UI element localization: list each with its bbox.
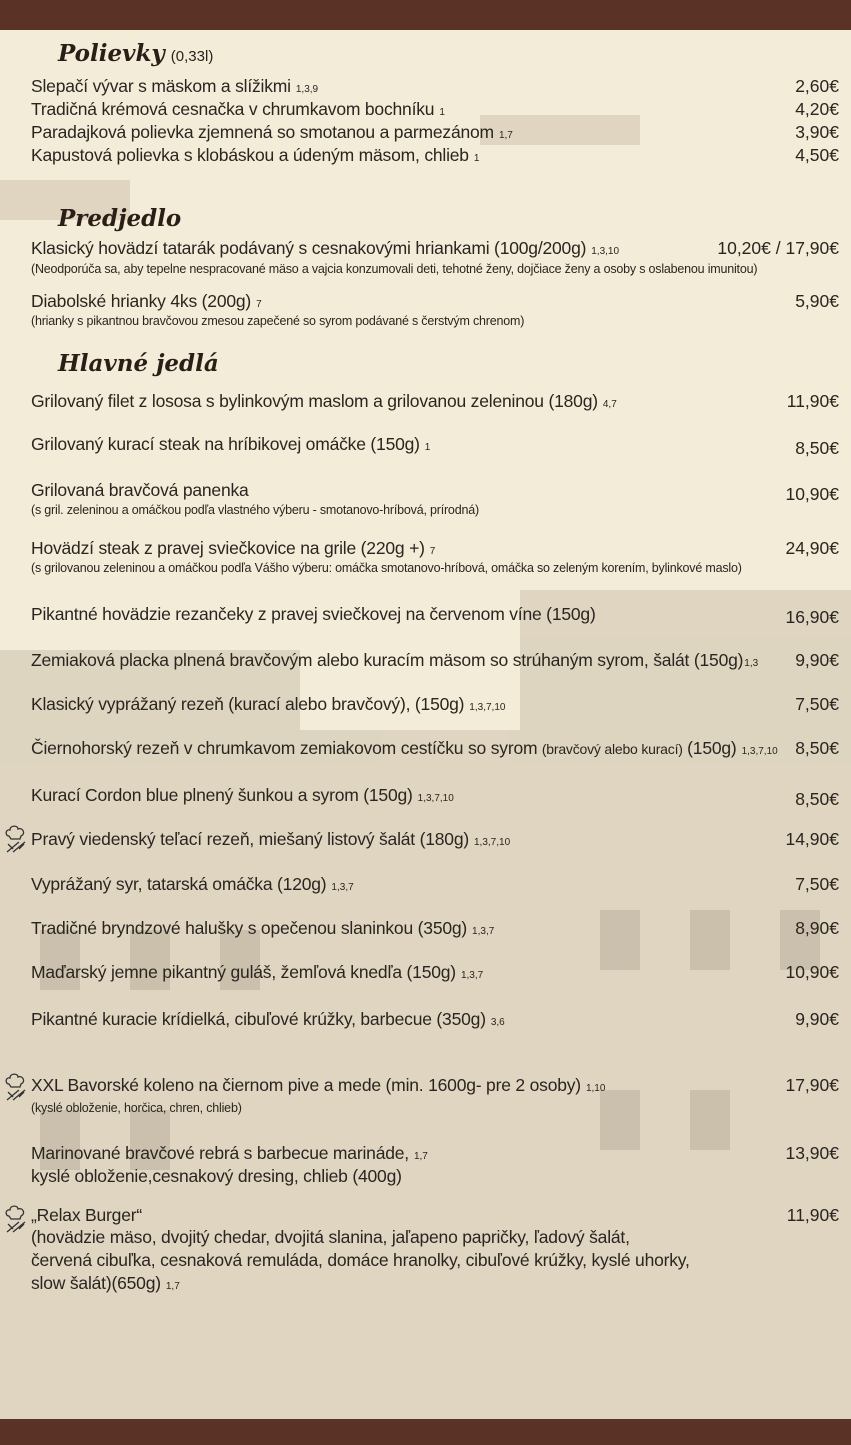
menu-item: [31, 99, 839, 120]
item-price: 8,50€: [795, 438, 839, 458]
item-description-text: slow šalát)(650g): [31, 1273, 161, 1293]
item-price: 8,50€: [795, 738, 839, 758]
menu-item: [31, 391, 839, 412]
item-price: 9,90€: [795, 650, 839, 670]
menu-item: [31, 291, 839, 312]
item-price: 10,90€: [785, 962, 839, 982]
item-allergens: 1,3,7,10: [469, 702, 506, 713]
item-price: 11,90€: [786, 391, 839, 411]
item-name: Paradajková polievka zjemnená so smotanou a parmezánom: [31, 122, 494, 142]
item-price: 10,90€: [785, 484, 839, 504]
menu-item: [31, 434, 839, 458]
menu-item: [31, 145, 839, 166]
item-price: 16,90€: [785, 607, 839, 627]
item-name: Grilovaný kurací steak na hríbikovej omáčke (150g): [31, 434, 420, 454]
item-name: Pikantné kuracie krídielká, cibuľové krúžky, barbecue (350g): [31, 1009, 486, 1029]
bottom-border-bar: [0, 1419, 851, 1445]
menu-item: [31, 1205, 839, 1226]
item-name: Pikantné hovädzie rezančeky z pravej sviečkovej na červenom víne (150g): [31, 604, 596, 624]
item-note: (s gril. zeleninou a omáčkou podľa vlastného výberu - smotanovo-hríbová, prírodná): [31, 503, 479, 517]
menu-item: [31, 738, 839, 759]
section-title-soups: Polievky (0,33l): [58, 40, 214, 67]
menu-item: [31, 480, 839, 504]
menu-item: [31, 829, 839, 850]
item-name: Vyprážaný syr, tatarská omáčka (120g): [31, 874, 327, 894]
menu-item: [31, 1143, 839, 1164]
menu-item: [31, 785, 839, 809]
item-allergens: 1,7: [413, 1151, 428, 1162]
menu-item: [31, 1075, 839, 1096]
item-note: (Neodporúča sa, aby tepelne nespracované mäso a vajcia konzumovali deti, tehotné ženy, dojčiace ženy a osoby s oslabenou imunitou): [31, 262, 758, 276]
item-name: Grilovaný filet z lososa s bylinkovým maslom a grilovanou zeleninou (180g): [31, 391, 598, 411]
item-inline-note: (bravčový alebo kurací): [541, 741, 683, 757]
item-note: (s grilovanou zeleninou a omáčkou podľa Vášho výberu: omáčka smotanovo-hríbová, omáčka so zeleným korením, bylinkové maslo): [31, 561, 742, 575]
chef-recommendation-icon: [4, 824, 28, 854]
top-border-bar: [0, 0, 851, 30]
item-price: 4,20€: [795, 99, 839, 119]
item-price: 7,50€: [795, 694, 839, 714]
item-name: Kurací Cordon blue plnený šunkou a syrom (150g): [31, 785, 413, 805]
chef-recommendation-icon: [4, 1204, 28, 1234]
item-name: Kapustová polievka s klobáskou a údeným mäsom, chlieb: [31, 145, 469, 165]
item-name: „Relax Burger“: [31, 1205, 142, 1225]
item-price: 24,90€: [785, 538, 839, 558]
item-price: 8,50€: [795, 789, 839, 809]
section-title-starters: Predjedlo: [58, 205, 182, 232]
section-title-mains: Hlavné jedlá: [58, 350, 219, 377]
item-note: (kyslé obloženie, horčica, chren, chlieb): [31, 1101, 242, 1115]
soups-volume: (0,33l): [170, 48, 214, 65]
item-name: Tradičné bryndzové halušky s opečenou slaninkou (350g): [31, 918, 468, 938]
menu-item: [31, 962, 839, 983]
item-price: 7,50€: [795, 874, 839, 894]
item-price: 8,90€: [795, 918, 839, 938]
item-price: 10,20€ / 17,90€: [717, 238, 839, 258]
item-allergens: 1: [473, 153, 480, 164]
item-price: 17,90€: [785, 1075, 839, 1095]
item-price: 4,50€: [795, 145, 839, 165]
item-name: XXL Bavorské koleno na čiernom pive a mede (min. 1600g- pre 2 osoby): [31, 1075, 581, 1095]
item-allergens: 1: [439, 107, 445, 118]
item-price: 11,90€: [786, 1205, 839, 1225]
item-name: Marinované bravčové rebrá s barbecue marinádе,: [31, 1143, 409, 1163]
item-allergens: 1,3: [744, 658, 759, 669]
menu-item: [31, 538, 839, 559]
menu-item: [31, 874, 839, 895]
item-allergens: 1,3,7,10: [417, 793, 454, 804]
item-description: červená cibuľka, cesnaková remuláda, domáce hranolky, cibuľové krúžky, kyslé uhorky,: [31, 1250, 690, 1270]
item-allergens: 1: [424, 442, 431, 453]
menu-item: [31, 650, 839, 671]
item-name: Maďarský jemne pikantný guláš, žemľová knedľa (150g): [31, 962, 456, 982]
item-name: Grilovaná bravčová panenka: [31, 480, 249, 500]
item-description: [31, 1273, 839, 1294]
item-allergens: 1,3,7,10: [741, 746, 778, 757]
item-allergens: 4,7: [602, 399, 617, 410]
menu-item: [31, 694, 839, 715]
item-price: 5,90€: [795, 291, 839, 311]
menu-item: [31, 122, 839, 143]
menu-item: [31, 238, 839, 259]
menu-item: [31, 918, 839, 939]
item-allergens: 1,3,7: [331, 882, 354, 893]
item-allergens: 1,10: [585, 1083, 606, 1094]
item-name: Pravý viedenský teľací rezeň, miešaný listový šalát (180g): [31, 829, 469, 849]
item-price: 2,60€: [795, 76, 839, 96]
item-allergens: 7: [256, 299, 262, 310]
item-allergens: 1,3,9: [295, 84, 319, 95]
item-price: 13,90€: [785, 1143, 839, 1163]
item-allergens: 1,3,10: [591, 246, 620, 257]
item-allergens: 7: [429, 546, 436, 557]
item-name: Zemiaková placka plnená bravčovým alebo kuracím mäsom so strúhaným syrom, šalát (150g): [31, 650, 744, 670]
item-name: Tradičná krémová cesnačka v chrumkavom bochníku: [31, 99, 435, 119]
item-price: 14,90€: [785, 829, 839, 849]
chef-recommendation-icon: [4, 1072, 28, 1102]
item-allergens: 1,7: [165, 1281, 180, 1292]
item-name: Slepačí vývar s mäskom a slížikmi: [31, 76, 291, 96]
item-price: 9,90€: [795, 1009, 839, 1029]
item-allergens: 1,3,7: [460, 970, 484, 981]
item-name: Hovädzí steak z pravej sviečkovice na grile (220g +): [31, 538, 425, 558]
item-weight: (150g): [687, 738, 737, 758]
menu-item: [31, 604, 839, 625]
item-allergens: 3,6: [490, 1017, 505, 1028]
menu-item: [31, 76, 839, 97]
item-allergens: 1,7: [498, 130, 513, 141]
item-note: (hrianky s pikantnou bravčovou zmesou zapečené so syrom podávané s čerstvým chrenom): [31, 314, 525, 328]
item-name: Čiernohorský rezeň v chrumkavom zemiakovom cestíčku so syrom: [31, 738, 538, 758]
item-description: kyslé obloženie,cesnakový dresing, chlieb (400g): [31, 1166, 402, 1186]
item-name: Klasický vyprážaný rezeň (kurací alebo bravčový), (150g): [31, 694, 465, 714]
item-description: (hovädzie mäso, dvojitý chedar, dvojitá slanina, jaľapeno papričky, ľadový šalát,: [31, 1227, 630, 1247]
menu-item: [31, 1009, 839, 1030]
item-name: Diabolské hrianky 4ks (200g): [31, 291, 252, 311]
item-name: Klasický hovädzí tatarák podávaný s cesnakovými hriankami (100g/200g): [31, 238, 587, 258]
item-allergens: 1,3,7: [472, 926, 495, 937]
item-price: 3,90€: [795, 122, 839, 142]
item-allergens: 1,3,7,10: [474, 837, 511, 848]
